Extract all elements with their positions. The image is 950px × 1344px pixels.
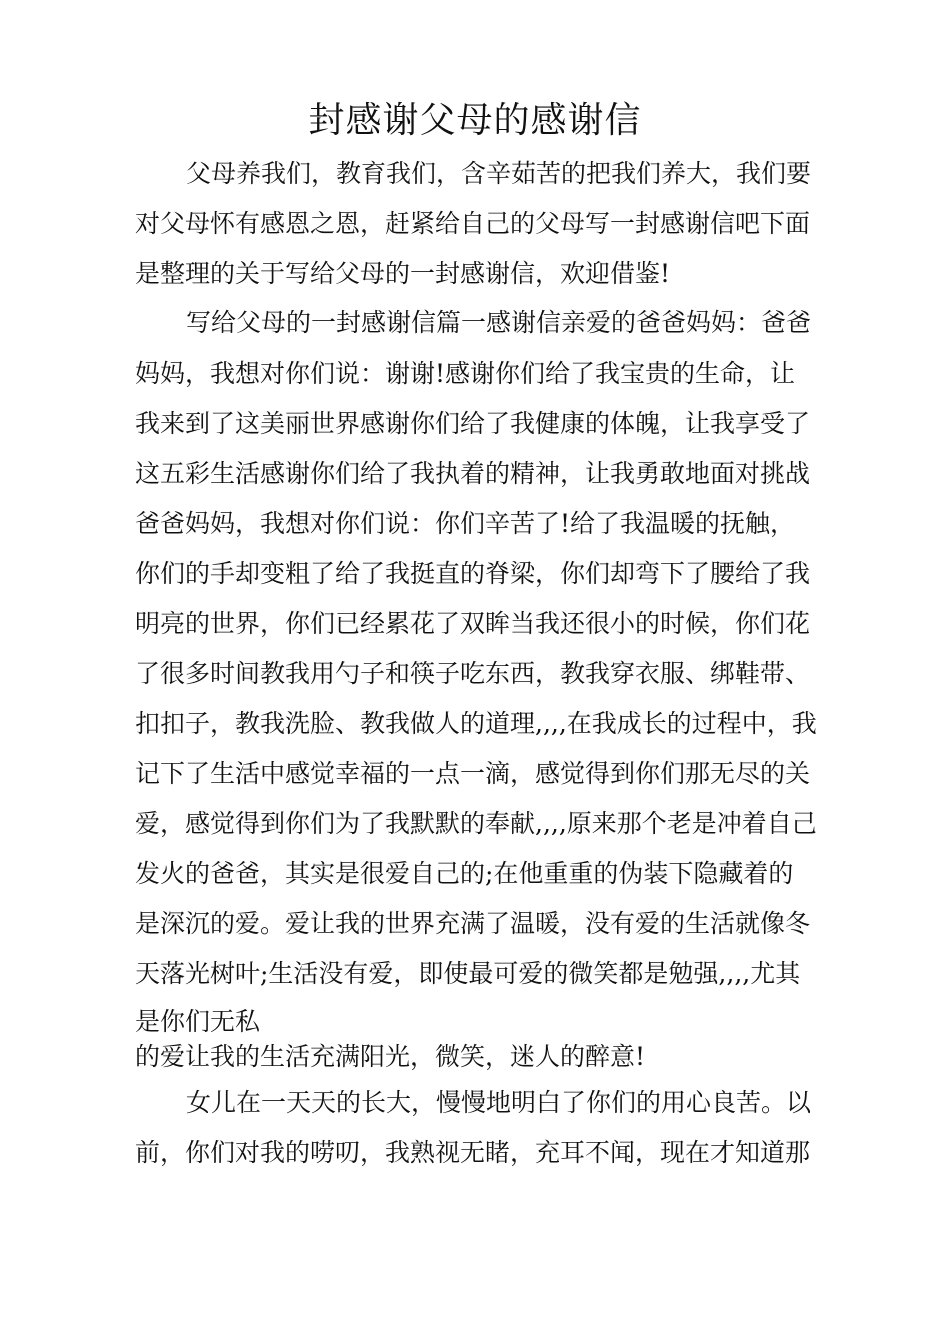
paragraph-line: 女儿在一天天的长大，慢慢地明白了你们的用心良苦。以 [186,1088,812,1117]
paragraph-line: 天落光树叶;生活没有爱，即使最可爱的微笑都是勉强,,,,尤其 [135,959,801,988]
paragraph-line: 这五彩生活感谢你们给了我执着的精神，让我勇敢地面对挑战 [135,459,811,488]
paragraph-line: 前，你们对我的唠叨，我熟视无睹，充耳不闻，现在才知道那 [135,1138,811,1167]
paragraph-line: 是深沉的爱。爱让我的世界充满了温暖，没有爱的生活就像冬 [135,909,811,938]
paragraph-line: 爱，感觉得到你们为了我默默的奉献,,,,原来那个老是冲着自己 [135,809,817,838]
paragraph-line: 爸爸妈妈，我想对你们说：你们辛苦了!给了我温暖的抚触， [135,509,796,538]
paragraph-line: 写给父母的一封感谢信篇一感谢信亲爱的爸爸妈妈：爸爸 [186,308,812,337]
paragraph-line: 记下了生活中感觉幸福的一点一滴，感觉得到你们那无尽的关 [135,759,811,788]
paragraph-line: 的爱让我的生活充满阳光，微笑，迷人的醉意! [135,1042,646,1071]
paragraph-line: 是整理的关于写给父母的一封感谢信，欢迎借鉴! [135,259,671,288]
paragraph-line: 妈妈，我想对你们说：谢谢!感谢你们给了我宝贵的生命，让 [135,359,796,388]
paragraph-line: 是你们无私 [135,1007,261,1036]
paragraph-line: 扣扣子，教我洗脸、教我做人的道理,,,,在我成长的过程中，我 [135,709,817,738]
paragraph-line: 了很多时间教我用勺子和筷子吃东西，教我穿衣服、绑鞋带、 [135,659,811,688]
paragraph-line: 明亮的世界，你们已经累花了双眸当我还很小的时候，你们花 [135,609,811,638]
document-title: 封感谢父母的感谢信 [308,100,642,141]
paragraph-line: 父母养我们，教育我们，含辛茹苦的把我们养大，我们要 [186,159,812,188]
paragraph-line: 对父母怀有感恩之恩，赶紧给自己的父母写一封感谢信吧下面 [135,209,811,238]
paragraph-line: 你们的手却变粗了给了我挺直的脊梁，你们却弯下了腰给了我 [135,559,811,588]
paragraph-line: 我来到了这美丽世界感谢你们给了我健康的体魄，让我享受了 [135,409,811,438]
paragraph-line: 发火的爸爸，其实是很爱自己的;在他重重的伪装下隐藏着的 [135,859,794,888]
